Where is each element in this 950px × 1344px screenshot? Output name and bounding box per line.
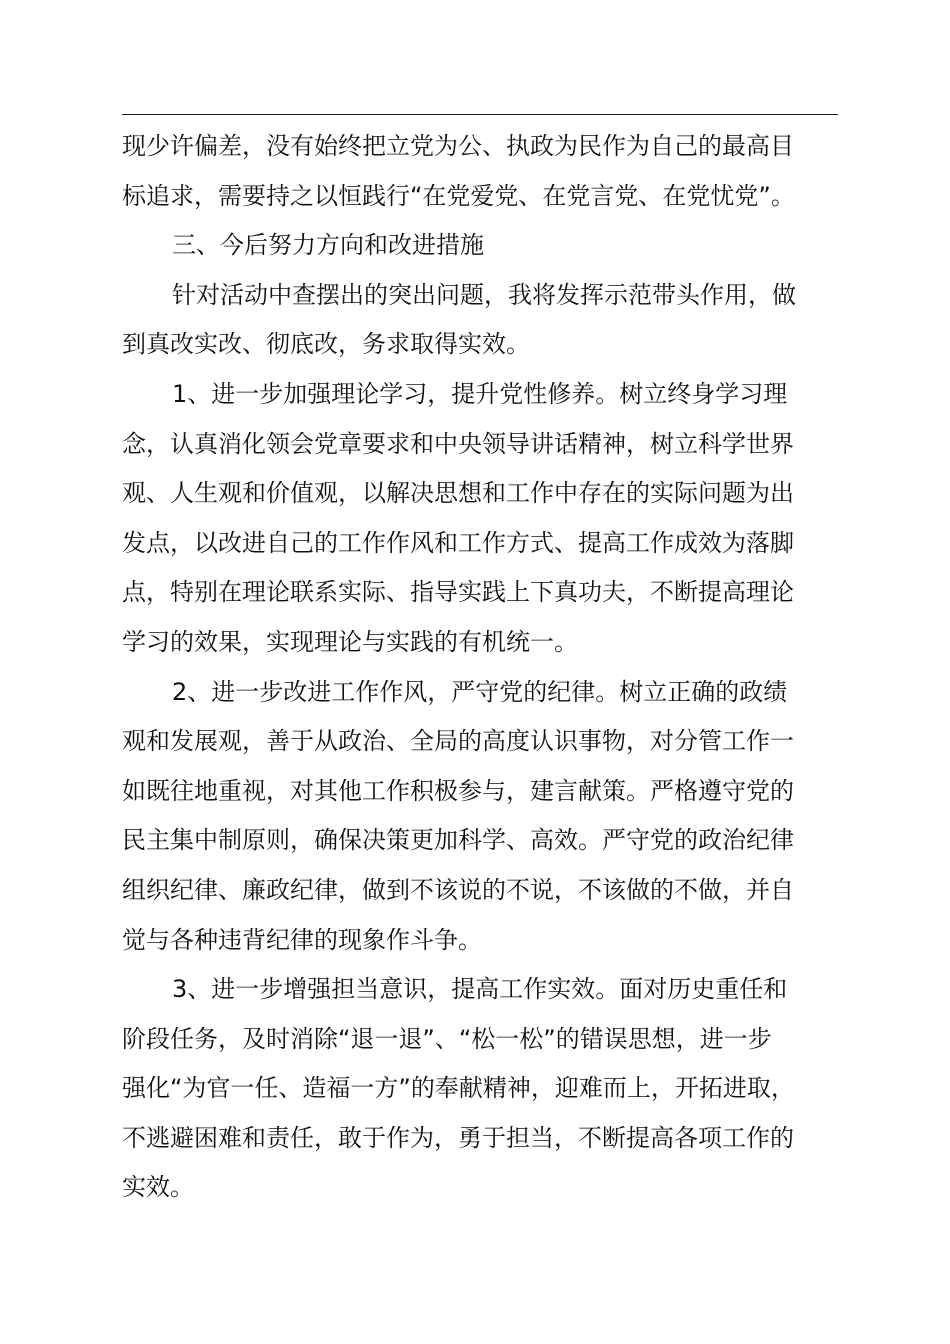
list-item-3-start: 3、进一步增强担当意识，提高工作实效。面对历史重任和 bbox=[172, 975, 788, 1004]
text-line: 到真改实改、彻底改，务求取得实效。 bbox=[122, 330, 530, 359]
text-line: 点，特别在理论联系实际、指导实践上下真功夫，不断提高理论 bbox=[122, 578, 794, 607]
text-line: 念，认真消化领会党章要求和中央领导讲话精神，树立科学世界 bbox=[122, 429, 794, 458]
text-line: 觉与各种违背纪律的现象作斗争。 bbox=[122, 925, 482, 954]
list-item-2-start: 2、进一步改进工作作风，严守党的纪律。树立正确的政绩 bbox=[172, 677, 788, 706]
text-line: 观、人生观和价值观，以解决思想和工作中存在的实际问题为出 bbox=[122, 479, 794, 508]
text-line: 现少许偏差，没有始终把立党为公、执政为民作为自己的最高目 bbox=[122, 132, 794, 160]
section-heading: 三、今后努力方向和改进措施 bbox=[172, 231, 484, 260]
text-line: 发点，以改进自己的工作作风和工作方式、提高工作成效为落脚 bbox=[122, 528, 794, 557]
document-body bbox=[122, 122, 838, 1213]
text-line: 观和发展观，善于从政治、全局的高度认识事物，对分管工作一 bbox=[122, 727, 794, 756]
text-line: 学习的效果，实现理论与实践的有机统一。 bbox=[122, 627, 578, 656]
paragraph-start: 针对活动中查摆出的突出问题，我将发挥示范带头作用，做 bbox=[172, 280, 796, 309]
text-line: 强化“为官一任、造福一方”的奉献精神，迎难而上，开拓进取， bbox=[122, 1074, 795, 1103]
text-line: 阶段任务，及时消除“退一退”、“松一松”的错误思想，进一步 bbox=[122, 1024, 772, 1053]
text-line: 不逃避困难和责任，敢于作为，勇于担当，不断提高各项工作的 bbox=[122, 1123, 794, 1152]
text-line: 组织纪律、廉政纪律，做到不该说的不说，不该做的不做，并自 bbox=[122, 875, 794, 904]
text-line: 如既往地重视，对其他工作积极参与，建言献策。严格遵守党的 bbox=[122, 776, 794, 805]
list-item-1-start: 1、进一步加强理论学习，提升党性修养。树立终身学习理 bbox=[172, 379, 788, 408]
text-line: 民主集中制原则，确保决策更加科学、高效。严守党的政治纪律 bbox=[122, 826, 794, 855]
text-line: 标追求，需要持之以恒践行“在党爱党、在党言党、在党忧党”。 bbox=[122, 181, 795, 210]
header-rule bbox=[122, 114, 838, 115]
text-line: 实效。 bbox=[122, 1173, 194, 1202]
